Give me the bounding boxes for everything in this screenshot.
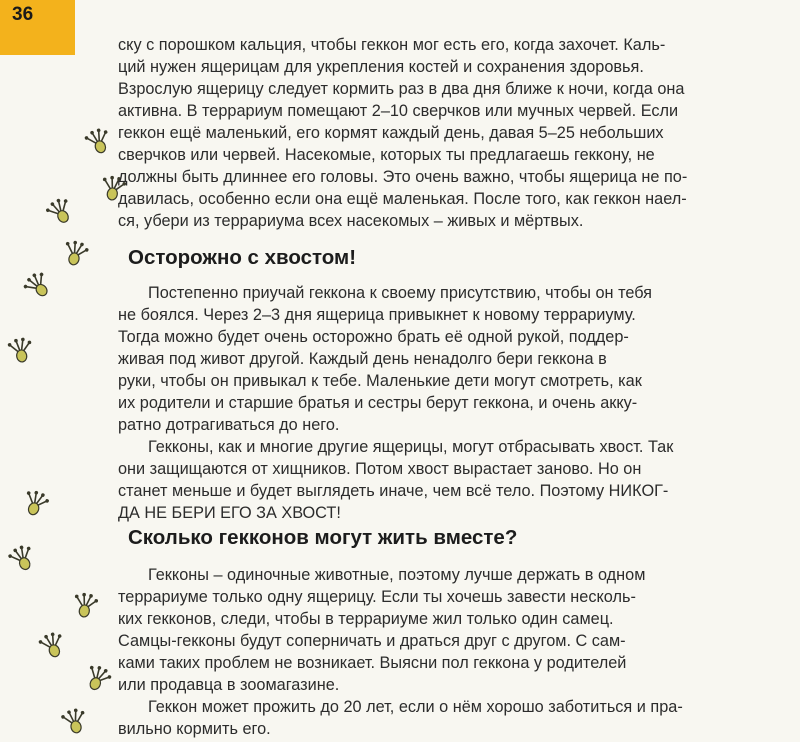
text-line: ся, убери из террариума всех насекомых – живых и мёртвых.: [118, 212, 584, 230]
text-line: ДА НЕ БЕРИ ЕГО ЗА ХВОСТ!: [118, 504, 341, 522]
text-line: активна. В террариум помещают 2–10 сверчков или мучных червей. Если: [118, 102, 679, 120]
text-line: живая под живот другой. Каждый день ненадолго бери геккона в: [118, 350, 607, 368]
text-line: террариуме только одну ящерицу. Если ты хочешь завести несколь-: [118, 588, 636, 606]
footprint-icon: [68, 590, 103, 625]
footprint-icon: [16, 486, 54, 524]
text-line: ций нужен ящерицам для укрепления костей и сохранения здоровья.: [118, 58, 644, 76]
text-line: вильно кормить его.: [118, 720, 271, 738]
text-line: Тогда можно будет очень осторожно брать её одной рукой, поддер-: [118, 328, 629, 346]
text-line: должны быть длиннее его головы. Это очень важно, чтобы ящерица не по-: [118, 168, 688, 186]
section-heading-tail: Осторожно с хвостом!: [128, 246, 357, 269]
text-line: Гекконы – одиночные животные, поэтому лучше держать в одном: [148, 566, 646, 584]
text-line: Гекконы, как и многие другие ящерицы, могут отбрасывать хвост. Так: [148, 438, 674, 456]
footprint-icon: [57, 237, 94, 274]
text-line: или продавца в зоомагазине.: [118, 676, 340, 694]
text-line: ками таких проблем не возникает. Выясни пол геккона у родителей: [118, 654, 627, 672]
text-line: ратно дотрагиваться до него.: [118, 416, 340, 434]
section-tail-body: [118, 282, 673, 524]
page-number: 36: [12, 4, 34, 25]
text-line: ких гекконов, следи, чтобы в террариуме жил только один самец.: [118, 610, 614, 628]
text-line: Геккон может прожить до 20 лет, если о нём хорошо заботиться и пра-: [148, 698, 683, 716]
gecko-footprints: [0, 0, 130, 742]
footprint-icon: [34, 628, 72, 666]
footprint-icon: [57, 705, 94, 742]
footprint-icon: [18, 266, 60, 308]
text-line: их родители и старшие братья и сестры берут геккона, и очень акку-: [118, 394, 638, 412]
text-line: руки, чтобы он привыкал к тебе. Маленькие дети могут смотреть, как: [118, 372, 642, 390]
text-line: они защищаются от хищников. Потом хвост вырастает заново. Но он: [118, 460, 642, 478]
text-line: Постепенно приучай геккона к своему присутствию, чтобы он тебя: [148, 284, 652, 302]
text-line: геккон ещё маленький, его кормят каждый день, давая 5–25 небольших: [118, 124, 664, 142]
footprint-icon: [4, 335, 39, 370]
footprint-icon: [77, 660, 117, 700]
text-line: Взрослую ящерицу следует кормить раз в два дня ближе к ночи, когда она: [118, 80, 685, 98]
text-line: давилась, особенно если она ещё маленькая. После того, как геккон наел-: [118, 190, 687, 208]
text-line: станет меньше и будет выглядеть иначе, чем всё тело. Поэтому НИКОГ-: [118, 482, 669, 500]
section-heading-cohabitation: Сколько гекконов могут жить вместе?: [128, 526, 518, 549]
section-cohabitation-body: [118, 564, 683, 740]
text-line: Самцы-гекконы будут соперничать и драться друг с другом. С сам-: [118, 632, 626, 650]
text-line: сверчков или червей. Насекомые, которых ты предлагаешь геккону, не: [118, 146, 655, 164]
footprint-icon: [41, 193, 82, 234]
footprint-icon: [80, 124, 118, 162]
text-line: не боялся. Через 2–3 дня ящерица привыкнет к новому террариуму.: [118, 306, 636, 324]
intro-paragraph: [118, 34, 687, 232]
footprint-icon: [3, 540, 43, 580]
text-line: ску с порошком кальция, чтобы геккон мог есть его, когда захочет. Каль-: [118, 36, 666, 54]
